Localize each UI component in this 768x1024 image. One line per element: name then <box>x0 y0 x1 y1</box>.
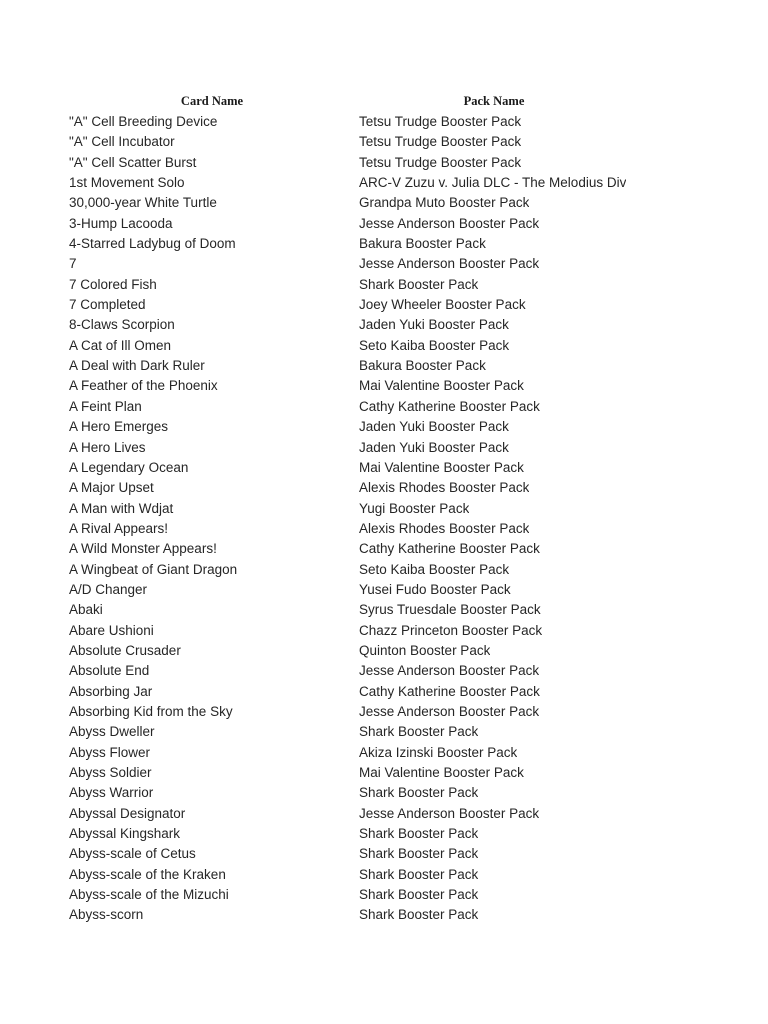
table-row <box>0 214 768 234</box>
card-name-cell: 8-Claws Scorpion <box>69 317 175 333</box>
pack-name-cell: Shark Booster Pack <box>359 866 479 882</box>
pack-name-cell: Jesse Anderson Booster Pack <box>359 703 540 719</box>
pack-name-cell: Seto Kaiba Booster Pack <box>359 337 510 353</box>
card-name-cell: A Hero Emerges <box>69 419 169 435</box>
card-name-cell: 30,000-year White Turtle <box>69 195 217 211</box>
table-row <box>0 295 768 315</box>
card-name-cell: Abyss Warrior <box>69 785 154 801</box>
pack-name-cell: Mai Valentine Booster Pack <box>359 765 524 780</box>
pack-name-cell: Shark Booster Pack <box>359 826 479 842</box>
table-row <box>0 743 768 763</box>
pack-name-cell: ARC-V Zuzu v. Julia DLC - The Melodius Div <box>359 175 627 191</box>
pack-name-cell: Alexis Rhodes Booster Pack <box>359 480 530 496</box>
pack-name-cell: Shark Booster Pack <box>359 907 479 923</box>
table-row <box>0 702 768 722</box>
table-row <box>0 804 768 824</box>
card-name-cell: A Wingbeat of Giant Dragon <box>69 561 238 577</box>
card-name-cell: Abyss Soldier <box>69 765 152 780</box>
table-row <box>0 519 768 539</box>
table-row <box>0 641 768 661</box>
column-header-pack-name: Pack Name <box>463 94 525 108</box>
card-name-cell: Absolute End <box>69 663 150 679</box>
card-name-cell: A/D Changer <box>69 581 148 597</box>
column-header-card-name: Card Name <box>180 94 244 108</box>
card-name-cell: "A" Cell Incubator <box>69 134 175 150</box>
pack-name-cell: Tetsu Trudge Booster Pack <box>359 134 522 150</box>
table-row <box>0 234 768 254</box>
pack-name-cell: Jesse Anderson Booster Pack <box>359 663 540 679</box>
pack-name-cell: Chazz Princeton Booster Pack <box>359 622 543 638</box>
card-name-cell: Abare Ushioni <box>69 622 154 638</box>
table-row <box>0 173 768 193</box>
pack-name-cell: Quinton Booster Pack <box>359 642 491 658</box>
table-row <box>0 865 768 885</box>
table-row <box>0 438 768 458</box>
pack-name-cell: Bakura Booster Pack <box>359 236 486 252</box>
pack-name-cell: Jaden Yuki Booster Pack <box>359 419 509 435</box>
card-name-cell: A Wild Monster Appears! <box>69 541 217 557</box>
pack-name-cell: Mai Valentine Booster Pack <box>359 459 524 475</box>
pack-name-cell: Yugi Booster Pack <box>359 500 470 516</box>
card-name-cell: "A" Cell Scatter Burst <box>69 154 197 170</box>
pack-name-cell: Shark Booster Pack <box>359 276 479 292</box>
card-name-cell: 1st Movement Solo <box>69 175 185 191</box>
pack-name-cell: Tetsu Trudge Booster Pack <box>359 114 522 129</box>
pack-name-cell: Jesse Anderson Booster Pack <box>359 805 540 821</box>
pack-name-cell: Bakura Booster Pack <box>359 358 486 374</box>
table-row <box>0 132 768 152</box>
card-name-cell: A Hero Lives <box>69 439 146 455</box>
table-row <box>0 417 768 437</box>
table-row <box>0 600 768 620</box>
pack-name-cell: Jesse Anderson Booster Pack <box>359 256 540 272</box>
card-name-cell: Abyss Dweller <box>69 724 155 740</box>
card-name-cell: Abyss Flower <box>69 744 151 760</box>
card-name-cell: Abyssal Designator <box>69 805 186 821</box>
table-row <box>0 499 768 519</box>
card-name-cell: Abyss-scale of Cetus <box>69 846 196 862</box>
table-row <box>0 844 768 864</box>
card-name-cell: 3-Hump Lacooda <box>69 215 173 231</box>
table-row <box>0 722 768 742</box>
card-name-cell: Absorbing Kid from the Sky <box>69 703 233 719</box>
table-row <box>0 621 768 641</box>
card-name-cell: Abyss-scale of the Kraken <box>69 866 226 882</box>
table-row <box>0 275 768 295</box>
table-row <box>0 397 768 417</box>
table-row <box>0 356 768 376</box>
pack-name-cell: Joey Wheeler Booster Pack <box>359 297 526 313</box>
pack-name-cell: Jesse Anderson Booster Pack <box>359 215 540 231</box>
card-name-cell: "A" Cell Breeding Device <box>69 114 218 129</box>
table-row <box>0 112 768 132</box>
card-name-cell: Absolute Crusader <box>69 642 181 658</box>
pack-name-cell: Shark Booster Pack <box>359 785 479 801</box>
table-row <box>0 580 768 600</box>
pack-name-cell: Shark Booster Pack <box>359 846 479 862</box>
pack-name-cell: Syrus Truesdale Booster Pack <box>359 602 541 618</box>
table-row <box>0 905 768 925</box>
card-name-cell: Abaki <box>69 602 103 618</box>
card-name-cell: Abyss-scale of the Mizuchi <box>69 887 229 903</box>
card-name-cell: Abyss-scorn <box>69 907 144 923</box>
table-row <box>0 824 768 844</box>
card-name-cell: 7 <box>69 256 77 272</box>
card-name-cell: A Feather of the Phoenix <box>69 378 218 394</box>
card-name-cell: A Deal with Dark Ruler <box>69 358 205 374</box>
card-name-cell: A Man with Wdjat <box>69 500 174 516</box>
table-row <box>0 193 768 213</box>
card-name-cell: Absorbing Jar <box>69 683 153 699</box>
pack-name-cell: Jaden Yuki Booster Pack <box>359 317 509 333</box>
table-row <box>0 885 768 905</box>
card-name-cell: 4-Starred Ladybug of Doom <box>69 236 236 252</box>
pack-name-cell: Yusei Fudo Booster Pack <box>359 581 511 597</box>
table-row <box>0 763 768 783</box>
card-name-cell: 7 Colored Fish <box>69 276 157 292</box>
pack-name-cell: Akiza Izinski Booster Pack <box>359 744 518 760</box>
pack-name-cell: Cathy Katherine Booster Pack <box>359 683 540 699</box>
pack-name-cell: Seto Kaiba Booster Pack <box>359 561 510 577</box>
pack-name-cell: Grandpa Muto Booster Pack <box>359 195 530 211</box>
table-row <box>0 682 768 702</box>
table-row <box>0 315 768 335</box>
table-row <box>0 478 768 498</box>
table-row <box>0 153 768 173</box>
pack-name-cell: Cathy Katherine Booster Pack <box>359 398 540 414</box>
table-row <box>0 376 768 396</box>
table-row <box>0 458 768 478</box>
table-row <box>0 661 768 681</box>
card-name-cell: A Feint Plan <box>69 398 142 414</box>
pack-name-cell: Alexis Rhodes Booster Pack <box>359 520 530 536</box>
table-row <box>0 336 768 356</box>
table-header <box>0 94 768 112</box>
card-name-cell: 7 Completed <box>69 297 146 313</box>
pack-name-cell: Shark Booster Pack <box>359 887 479 903</box>
pack-name-cell: Tetsu Trudge Booster Pack <box>359 154 522 170</box>
table-row <box>0 539 768 559</box>
card-name-cell: Abyssal Kingshark <box>69 826 181 842</box>
card-name-cell: A Major Upset <box>69 480 154 496</box>
card-name-cell: A Rival Appears! <box>69 520 169 536</box>
table-row <box>0 560 768 580</box>
table-row <box>0 783 768 803</box>
card-name-cell: A Legendary Ocean <box>69 459 189 475</box>
card-name-cell: A Cat of Ill Omen <box>69 337 172 353</box>
pack-name-cell: Mai Valentine Booster Pack <box>359 378 524 394</box>
table-row <box>0 254 768 274</box>
table-body <box>0 112 768 926</box>
pack-name-cell: Cathy Katherine Booster Pack <box>359 541 540 557</box>
pack-name-cell: Shark Booster Pack <box>359 724 479 740</box>
pack-name-cell: Jaden Yuki Booster Pack <box>359 439 509 455</box>
